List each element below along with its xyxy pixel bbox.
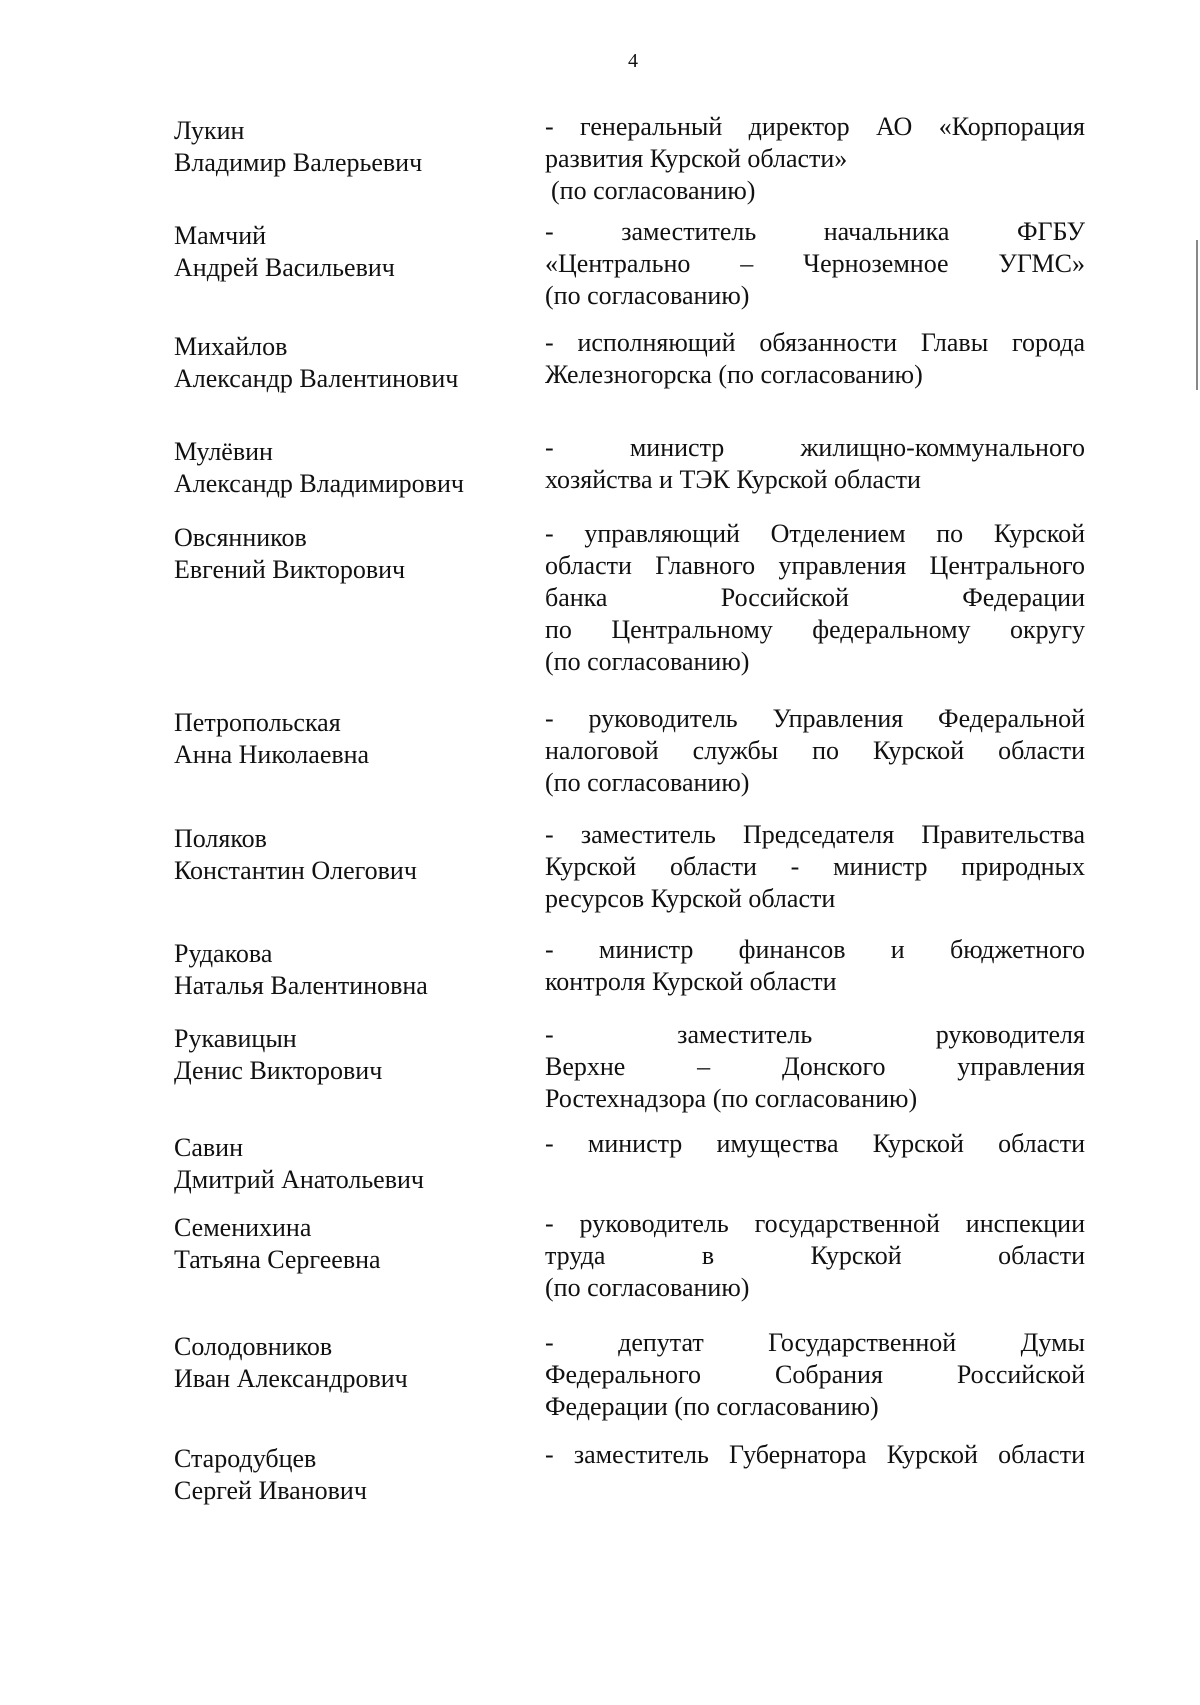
person-role <box>545 1019 1085 1115</box>
role-line: - заместитель начальника ФГБУ <box>545 217 1085 246</box>
given-names: Денис Викторович <box>174 1056 383 1085</box>
role-line: «Центрально – Черноземное УГМС» <box>545 249 1085 278</box>
role-line: - министр финансов и бюджетного <box>545 935 1085 964</box>
role-line: по Центральному федеральному округу <box>545 615 1085 644</box>
person-role <box>545 1128 1085 1160</box>
person-name <box>174 1331 514 1395</box>
role-line: (по согласованию) <box>551 176 756 205</box>
role-line: (по согласованию) <box>545 1273 750 1302</box>
role-line: контроля Курской области <box>545 967 837 996</box>
person-name <box>174 707 514 771</box>
surname: Солодовников <box>174 1332 333 1361</box>
role-line: Федерации (по согласованию) <box>545 1392 879 1421</box>
person-role <box>545 1208 1085 1304</box>
role-line: развития Курской области» <box>545 144 848 173</box>
person-role <box>545 111 1085 207</box>
role-line: труда в Курской области <box>545 1241 1085 1270</box>
role-line: - управляющий Отделением по Курской <box>545 519 1085 548</box>
role-line: (по согласованию) <box>545 768 750 797</box>
given-names: Андрей Васильевич <box>174 253 395 282</box>
person-role <box>545 1439 1085 1471</box>
person-role <box>545 819 1085 915</box>
given-names: Александр Владимирович <box>174 469 464 498</box>
surname: Лукин <box>174 116 245 145</box>
role-line: - руководитель Управления Федеральной <box>545 704 1085 733</box>
given-names: Константин Олегович <box>174 856 417 885</box>
role-line: - министр жилищно-коммунального <box>545 433 1085 462</box>
given-names: Евгений Викторович <box>174 555 406 584</box>
surname: Поляков <box>174 824 267 853</box>
person-name <box>174 1212 514 1276</box>
person-role <box>545 703 1085 799</box>
given-names: Анна Николаевна <box>174 740 370 769</box>
role-line: области Главного управления Центрального <box>545 551 1085 580</box>
given-names: Сергей Иванович <box>174 1476 367 1505</box>
surname: Мамчий <box>174 221 267 250</box>
role-line: (по согласованию) <box>545 647 750 676</box>
role-line: Ростехнадзора (по согласованию) <box>545 1084 918 1113</box>
given-names: Наталья Валентиновна <box>174 971 428 1000</box>
surname: Стародубцев <box>174 1444 317 1473</box>
surname: Овсянников <box>174 523 307 552</box>
person-name <box>174 1443 514 1507</box>
role-line: налоговой службы по Курской области <box>545 736 1085 765</box>
surname: Рукавицын <box>174 1024 297 1053</box>
person-name <box>174 522 514 586</box>
surname: Петропольская <box>174 708 341 737</box>
role-line: (по согласованию) <box>545 281 750 310</box>
role-line: - заместитель Губернатора Курской области <box>545 1440 1085 1469</box>
person-name <box>174 436 514 500</box>
person-name <box>174 938 514 1002</box>
surname: Семенихина <box>174 1213 312 1242</box>
given-names: Дмитрий Анатольевич <box>174 1165 424 1194</box>
role-line: банка Российской Федерации <box>545 583 1085 612</box>
given-names: Александр Валентинович <box>174 364 459 393</box>
given-names: Иван Александрович <box>174 1364 408 1393</box>
person-name <box>174 115 514 179</box>
role-line: - заместитель Председателя Правительства <box>545 820 1085 849</box>
edge-mark <box>1196 240 1198 390</box>
person-role <box>545 216 1085 312</box>
role-line: - руководитель государственной инспекции <box>545 1209 1085 1238</box>
person-name <box>174 220 514 284</box>
person-role <box>545 934 1085 998</box>
role-line: - исполняющий обязанности Главы города <box>545 328 1085 357</box>
given-names: Владимир Валерьевич <box>174 148 423 177</box>
role-line: Курской области - министр природных <box>545 852 1085 881</box>
given-names: Татьяна Сергеевна <box>174 1245 381 1274</box>
person-role <box>545 1327 1085 1423</box>
surname: Михайлов <box>174 332 288 361</box>
person-name <box>174 1023 514 1087</box>
role-line: Верхне – Донского управления <box>545 1052 1085 1081</box>
role-line: - депутат Государственной Думы <box>545 1328 1085 1357</box>
person-role <box>545 518 1085 678</box>
role-line: хозяйства и ТЭК Курской области <box>545 465 921 494</box>
role-line: - министр имущества Курской области <box>545 1129 1085 1158</box>
role-line: - генеральный директор АО «Корпорация <box>545 112 1085 141</box>
person-name <box>174 331 514 395</box>
surname: Рудакова <box>174 939 273 968</box>
role-line: ресурсов Курской области <box>545 884 836 913</box>
surname: Мулёвин <box>174 437 273 466</box>
person-role <box>545 327 1085 391</box>
role-line: Федерального Собрания Российской <box>545 1360 1085 1389</box>
person-name <box>174 1132 514 1196</box>
page-number: 4 <box>628 50 638 72</box>
role-line: Железногорска (по согласованию) <box>545 360 923 389</box>
role-line: - заместитель руководителя <box>545 1020 1085 1049</box>
person-role <box>545 432 1085 496</box>
person-name <box>174 823 514 887</box>
surname: Савин <box>174 1133 243 1162</box>
